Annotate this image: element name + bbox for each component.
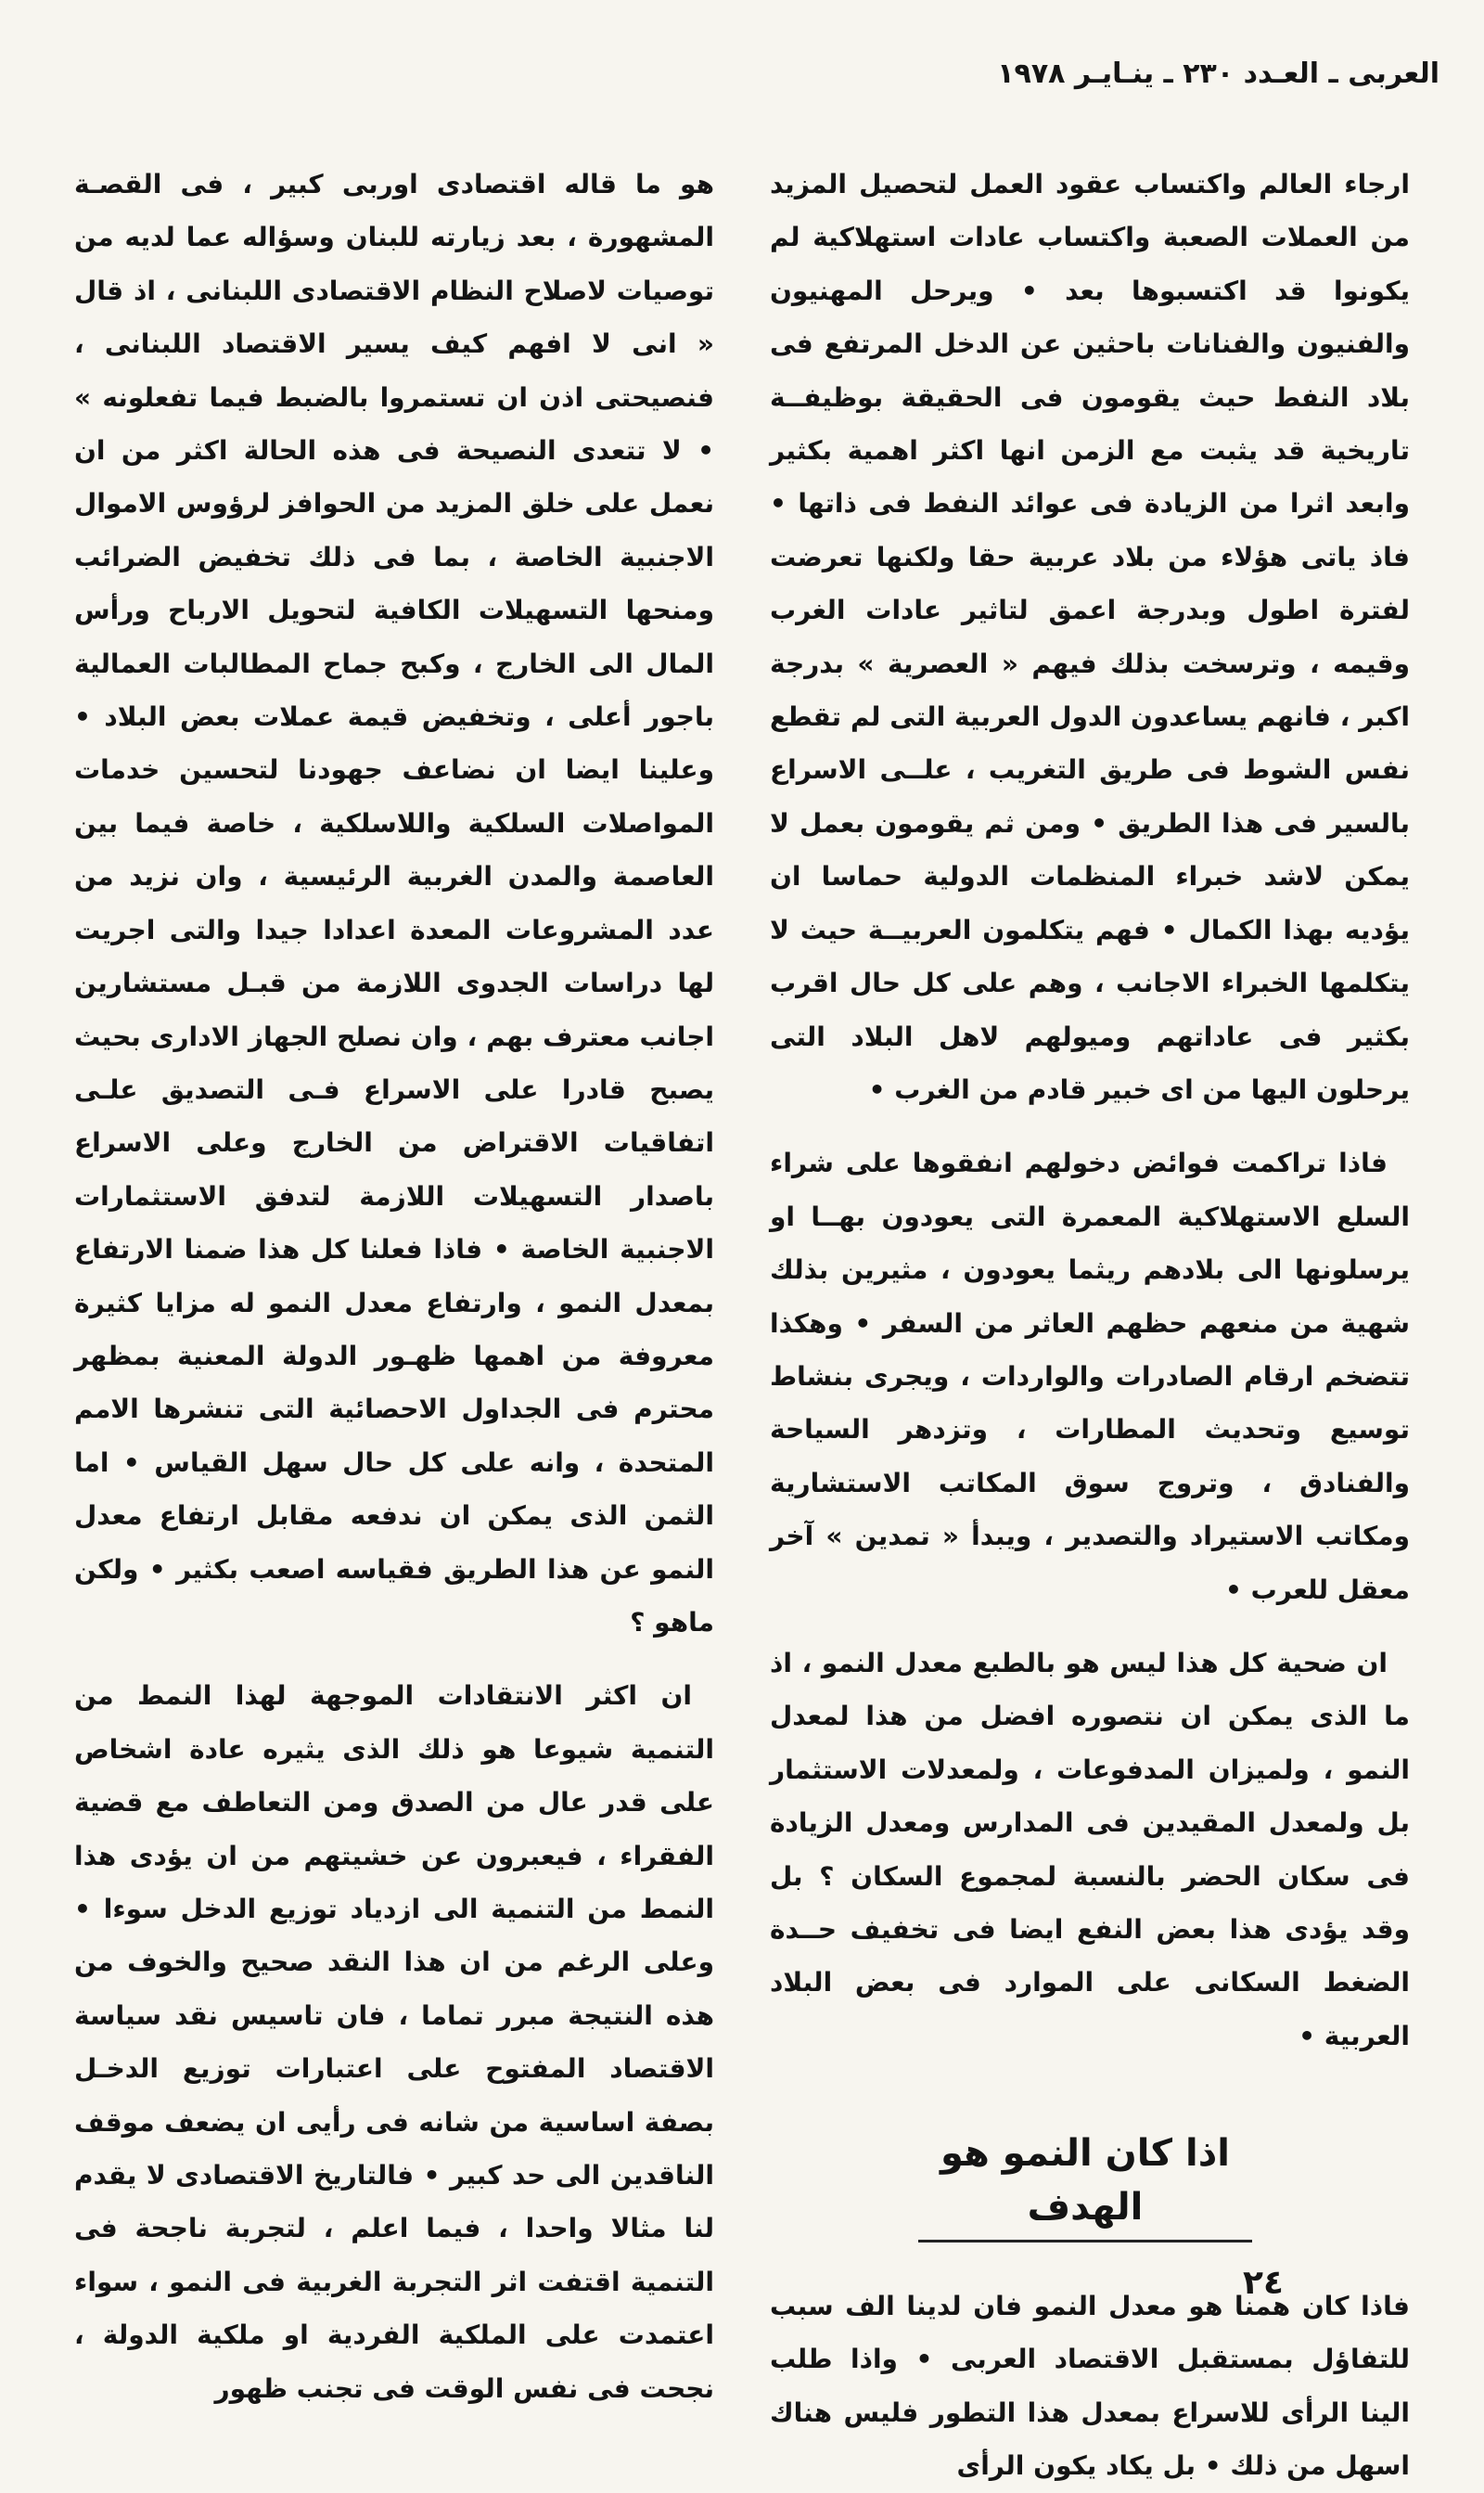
section-subheading: اذا كان النمو هو الهدف bbox=[918, 2127, 1252, 2242]
left-paragraph-1: هو ما قاله اقتصادى اوربى كبير ، فى القصـة المشهورة ، بعد زيارته للبنان وسؤاله عما لديه من توصيات لاصلاح النظام الاقتصادى اللبنانى ، اذ قال « انى لا افهم كيف يسير الاقتصاد اللبنانى ، فنصيحتى اذن ان تستمروا بالضبط فيما تفعلونه » • لا تتعدى النصيحة فى هذه الحالة اكثر من ان نعمل على خلق المزيد من الحوافز لرؤوس الاموال الاجنبية الخاصة ، بما فى ذلك تخفيض الضرائب ومنحها التسهيلات الكافية لتحويل الارباح ورأس المال الى الخارج ، وكبح جماح المطالبات العمالية باجور أعلى ، وتخفيض قيمة عملات بعض البلاد • وعلينا ايضا ان نضاعف جهودنا لتحسين خدمات المواصلات السلكية واللاسلكية ، خاصة فيما بين العاصمة والمدن الغربية الرئيسية ، وان نزيد من عدد المشروعات المعدة اعدادا جيدا والتى اجريت لها دراسات الجدوى اللازمة من قبـل مستشارين اجانب معترف بهم ، وان نصلح الجهاز الادارى بحيث يصبح قادرا على الاسراع فـى التصديق علـى اتفاقيات الاقتراض من الخارج وعلى الاسراع باصدار التسهيلات اللازمة لتدفق الاستثمارات الاجنبية الخاصة • فاذا فعلنا كل هذا ضمنا الارتفاع بمعدل النمو ، وارتفاع معدل النمو له مزايا كثيرة معروفة من اهمها ظهـور الدولة المعنية بمظهر محترم فى الجداول الاحصائية التى تنشرها الامم المتحدة ، وانه على كل حال سهل القياس • اما الثمن الذى يمكن ان ندفعه مقابل ارتفاع معدل النمو عن هذا الطريق فقياسه اصعب بكثير • ولكن ماهو ؟ bbox=[74, 169, 714, 1638]
right-paragraph-3: ان ضحية كل هذا ليس هو بالطبع معدل النمو ، اذ ما الذى يمكن ان نتصوره افضل من هذا لمعدل النمو ، ولميزان المدفوعات ، ولمعدلات الاستثمار بل ولمعدل المقيدين فى المدارس ومعدل الزيادة فى سكان الحضر بالنسبة لمجموع السكان ؟ بل وقد يؤدى هذا بعض النفع ايضا فى تخفيف حــدة الضغط السكانى على الموارد فى بعض البلاد العربية • bbox=[770, 1647, 1410, 2051]
right-column bbox=[770, 158, 1410, 2493]
right-paragraph-2: فاذا تراكمت فوائض دخولهم انفقوها على شراء السلع الاستهلاكية المعمرة التى يعودون بهــا او يرسلونها الى بلادهم ريثما يعودون ، مثيرين بذلك شهية من منعهم حظهم العاثر من السفر • وهكذا تتضخم ارقام الصادرات والواردات ، ويجرى بنشاط توسيع وتحديث المطارات ، وتزدهر السياحة والفنادق ، وتروج سوق المكاتب الاستشارية ومكاتب الاستيراد والتصدير ، ويبدأ « تمدين » آخر معقل للعرب • bbox=[770, 1148, 1410, 1605]
running-head: العربى ـ العـدد ٢٣٠ ـ ينـايـر ١٩٧٨ bbox=[997, 58, 1439, 90]
right-paragraph-4: فاذا كان همنا هو معدل النمو فان لدينا الف سبب للتفاؤل بمستقبل الاقتصاد العربى • واذا طلب الينا الرأى للاسراع بمعدل هذا التطور فليس هناك اسهل من ذلك • بل يكاد يكون الرأى bbox=[770, 2291, 1410, 2482]
left-paragraph-2: ان اكثر الانتقادات الموجهة لهذا النمط من التنمية شيوعا هو ذلك الذى يثيره عادة اشخاص على قدر عال من الصدق ومن التعاطف مع قضية الفقراء ، فيعبرون عن خشيتهم من ان يؤدى هذا النمط من التنمية الى ازدياد توزيع الدخل سوءا • وعلى الرغم من ان هذا النقد صحيح والخوف من هذه النتيجة مبرر تماما ، فان تاسيس نقد سياسة الاقتصاد المفتوح على اعتبارات توزيع الدخـل بصفة اساسية من شانه فى رأيى ان يضعف موقف الناقدين الى حد كبير • فالتاريخ الاقتصادى لا يقدم لنا مثالا واحدا ، فيما اعلم ، لتجربة ناجحة فى التنمية اقتفت اثر التجربة الغربية فى النمو ، سواء اعتمدت على الملكية الفردية او ملكية الدولة ، نجحت فى نفس الوقت فى تجنب ظهور bbox=[74, 1680, 714, 2404]
page-number: ٢٤ bbox=[1243, 2264, 1284, 2302]
left-column bbox=[74, 158, 714, 2415]
right-paragraph-1: ارجاء العالم واكتساب عقود العمل لتحصيل المزيد من العملات الصعبة واكتساب عادات استهلاكية لم يكونوا قد اكتسبوها بعد • ويرحل المهنيون والفنيون والفنانات باحثين عن الدخل المرتفع فى بلاد النفط حيث يقومون فى الحقيقة بوظيفــة تاريخية قد يثبت مع الزمن انها اكثر اهمية بكثير وابعد اثرا من الزيادة فى عوائد النفط فى ذاتها • فاذ ياتى هؤلاء من بلاد عربية حقا ولكنها تعرضت لفترة اطول وبدرجة اعمق لتاثير عادات الغرب وقيمه ، وترسخت بذلك فيهم « العصرية » بدرجة اكبر ، فانهم يساعدون الدول العربية التى لم تقطع نفس الشوط فى طريق التغريب ، علــى الاسراع بالسير فى هذا الطريق • ومن ثم يقومون بعمل لا يمكن لاشد خبراء المنظمات الدولية حماسا ان يؤديه بهذا الكمال • فهم يتكلمون العربيــة حيث لا يتكلمها الخبراء الاجانب ، وهم على كل حال اقرب بكثير فى عاداتهم وميولهم لاهل البلاد التى يرحلون اليها من اى خبير قادم من الغرب • bbox=[770, 169, 1410, 1105]
